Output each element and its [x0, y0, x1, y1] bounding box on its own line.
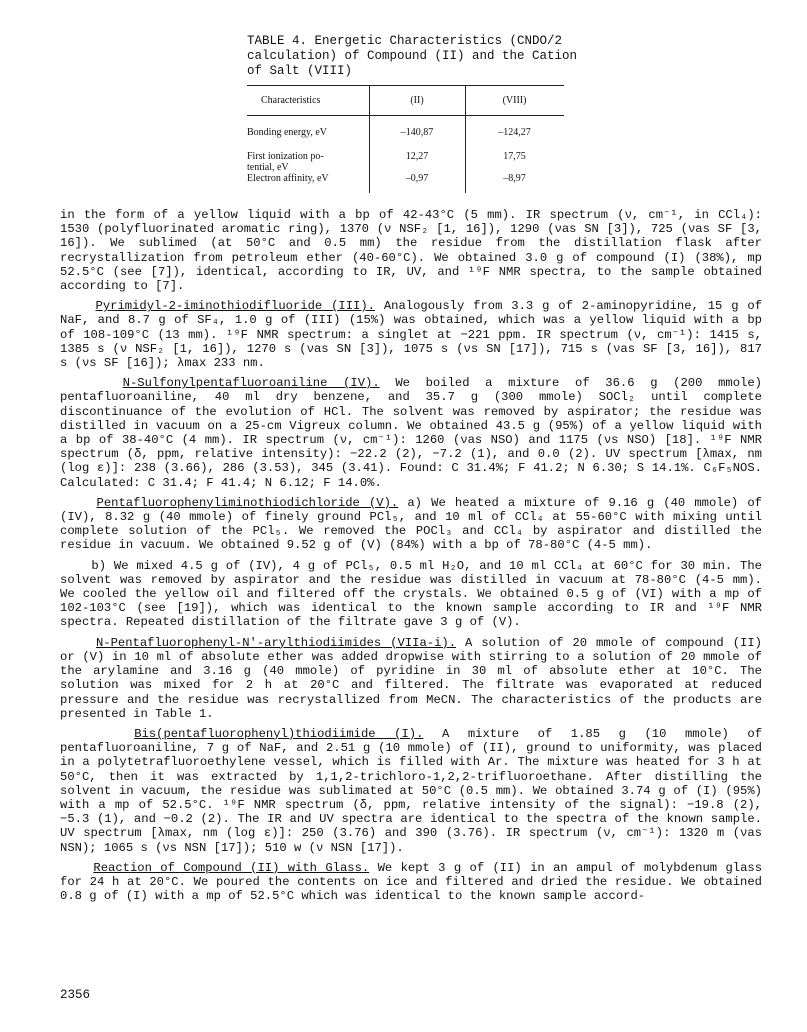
paragraph-text: a) We heated a mixture of 9.16 g (40 mmole) of (IV), 8.32 g (40 mmole) of finely ground PCl₅, and 10 ml of CCl₄ at 55-60°C with mixing until complete solution of the PCl₅. We removed the POCl₃ and CCl₄ by aspirator and distilled the residue in vacuum. We obtained 9.52 g of (V) (84%) with a bp of 78-80°C (4-5 mm). [60, 495, 762, 553]
paragraph-text: A solution of 20 mmole of compound (II) or (V) in 10 ml of absolute ether was added dropwise with stirring to a solution of 20 mmole of the arylamine and 3.16 g (40 mmole) of pyridine in 30 ml of absolute ether at 10°C. The solution was mixed for 2 h at 20°C and filtered. The filtrate was evaporated at reduced pressure and the residue was recrystallized from MeCN. The characteristics of the products are presented in Table 1. [60, 635, 762, 721]
table-header-rule [247, 115, 564, 116]
paragraph-text: b) We mixed 4.5 g of (IV), 4 g of PCl₅, 0.5 ml H₂O, and 10 ml CCl₄ at 60°C for 30 min. The solvent was removed by aspirator and the residue was distilled in vacuum at 78-80°C (4-5 mm). We cooled the yellow oil and filtered off the crystals. We obtained 0.5 g of (VI) with a mp of 102-103°C (see [19]), which was identical to the known sample according to IR and ¹⁹F NMR spectra. Repeated distillation of the filtrate gave 3 g of (V). [60, 558, 770, 630]
section-heading: Pyrimidyl-2-iminothiodifluoride (III). [95, 299, 375, 314]
table-top-rule [247, 85, 564, 86]
paragraph-text: in the form of a yellow liquid with a bp of 42-43°C (5 mm). IR spectrum (ν, cm⁻¹, in CCl₄): 1530 (polyfluorinated aromatic ring), 1370 (ν NSF₂ [1, 16]), 1290 (νas SN [3]), 725 (νas SF [3, 16]). We sublimed (at 50°C and 0.5 mm) the residue from the distillation flask after recrystallization from petroleum ether (40-60°C). We obtained 3.0 g of compound (I) (38%), mp 52.5°C (see [7]), identical, according to IR, UV, and ¹⁹F NMR spectra, to the sample obtained according to [7]. [60, 208, 762, 294]
paragraph [60, 727, 762, 855]
section-heading: N-Pentafluorophenyl-N'-arylthiodiimides (VIIa-i). [95, 635, 457, 650]
paragraph-text: We kept 3 g of (II) in an ampul of molybdenum glass for 24 h at 20°C. We poured the contents on ice and filtered and dried the residue. We obtained 0.8 g of (I) with a mp of 52.5°C which was identical to the known sample accord- [60, 860, 763, 904]
body-text [60, 208, 770, 909]
paragraph-text: We boiled a mixture of 36.6 g (200 mmole) pentafluoroaniline, 40 ml dry benzene, and 35.7 g (300 mmole) SOCl₂ until complete discontinuance of the evolution of HCl. The solvent was removed by aspirator; the residue was distilled in vacuum on a 25-cm Vigreux column. We obtained 43.5 g (95%) of a yellow liquid with a bp of 38-40°C (4 mm). IR spectrum (ν, cm⁻¹): 1260 (νas NSO) and 1175 (νs NSO) [18]. ¹⁹F NMR spectrum (δ, ppm, relative intensity): −22.2 (2), −7.2 (1), and 0.0 (2). UV spectrum [λmax, nm (log ε)]: 238 (3.66), 286 (3.53), 345 (3.41). Found: C 31.4%; F 41.2; N 6.30; S 14.1%. C₆F₅NOS. Calculated: C 31.4; F 41.4; N 6.12; F 14.0%. [60, 376, 762, 490]
section-heading: N-Sulfonylpentafluoroaniline (IV). [122, 376, 380, 391]
row-value-ii: –0,97 [405, 173, 429, 184]
header-compound-ii: (II) [410, 95, 424, 106]
page-number: 2356 [60, 988, 91, 1002]
row-value-viii: –8,97 [503, 173, 526, 184]
row-value-viii: 17,75 [503, 151, 526, 162]
row-label: Bonding energy, eV [247, 127, 327, 138]
paragraph [60, 636, 762, 721]
row-label: First ionization po- tential, eV [247, 151, 324, 173]
paragraph [60, 376, 762, 490]
paragraph [60, 299, 762, 370]
section-heading: Pentafluorophenyliminothiodichloride (V). [96, 495, 399, 510]
paragraph [60, 208, 762, 293]
header-characteristics: Characteristics [261, 95, 321, 106]
paragraph-text: Analogously from 3.3 g of 2-aminopyridine, 15 g of NaF, and 8.7 g of SF₄, 1.0 g of (III) (15%) was obtained, which was a yellow liquid with a bp of 108-109°C (13 mm). ¹⁹F NMR spectrum: a singlet at −221 ppm. IR spectrum (ν, cm⁻¹): 1415 s, 1385 s (ν NSF₂ [1, 16]), 1270 s (νas SN [3]), 1075 s (νs SN [17]), 715 s (νas SF [3, 16]), 817 s (νs SF [16]); λmax 233 nm. [60, 299, 763, 371]
row-label: Electron affinity, eV [247, 173, 329, 184]
energetics-table [247, 85, 564, 195]
header-salt-viii: (VIII) [502, 95, 527, 106]
section-heading: Reaction of Compound (II) with Glass. [93, 860, 370, 875]
paragraph [60, 861, 762, 904]
paragraph [60, 558, 770, 630]
paragraph [60, 496, 762, 553]
row-value-ii: –140,87 [400, 127, 434, 138]
section-heading: Bis(pentafluorophenyl)thiodiimide (I). [134, 726, 424, 741]
row-value-viii: –124,27 [498, 127, 531, 138]
table-caption: TABLE 4. Energetic Characteristics (CNDO/2 calculation) of Compound (II) and the Cation of Salt (VIII) [247, 34, 578, 78]
paragraph-text: A mixture of 1.85 g (10 mmole) of pentafluoroaniline, 7 g of NaF, and 2.51 g (10 mmole) of (II), ground to uniformity, was placed in a polytetrafluoroethylene vessel, which is filled with Ar. The mixture was heated for 3 h at 50°C, then it was extracted by 1,1,2-trichloro-1,2,2-trifluoroethane. After distilling the solvent in vacuum, the residue was sublimated at 50°C (0.5 mm). We obtained 3.74 g of (I) (95%) with a mp of 52.5°C. ¹⁹F NMR spectrum (δ, ppm, relative intensity of the signal): −19.8 (2), −5.3 (1), and −0.2 (2). The IR and UV spectra are identical to the spectra of the known sample. UV spectrum [λmax, nm (log ε)]: 250 (3.76) and 390 (3.76). IR spectrum (ν, cm⁻¹): 1320 m (νas NSN); 1065 s (νs NSN [17]); 510 w (ν NSN [17]). [60, 726, 763, 855]
row-value-ii: 12,27 [405, 151, 429, 162]
